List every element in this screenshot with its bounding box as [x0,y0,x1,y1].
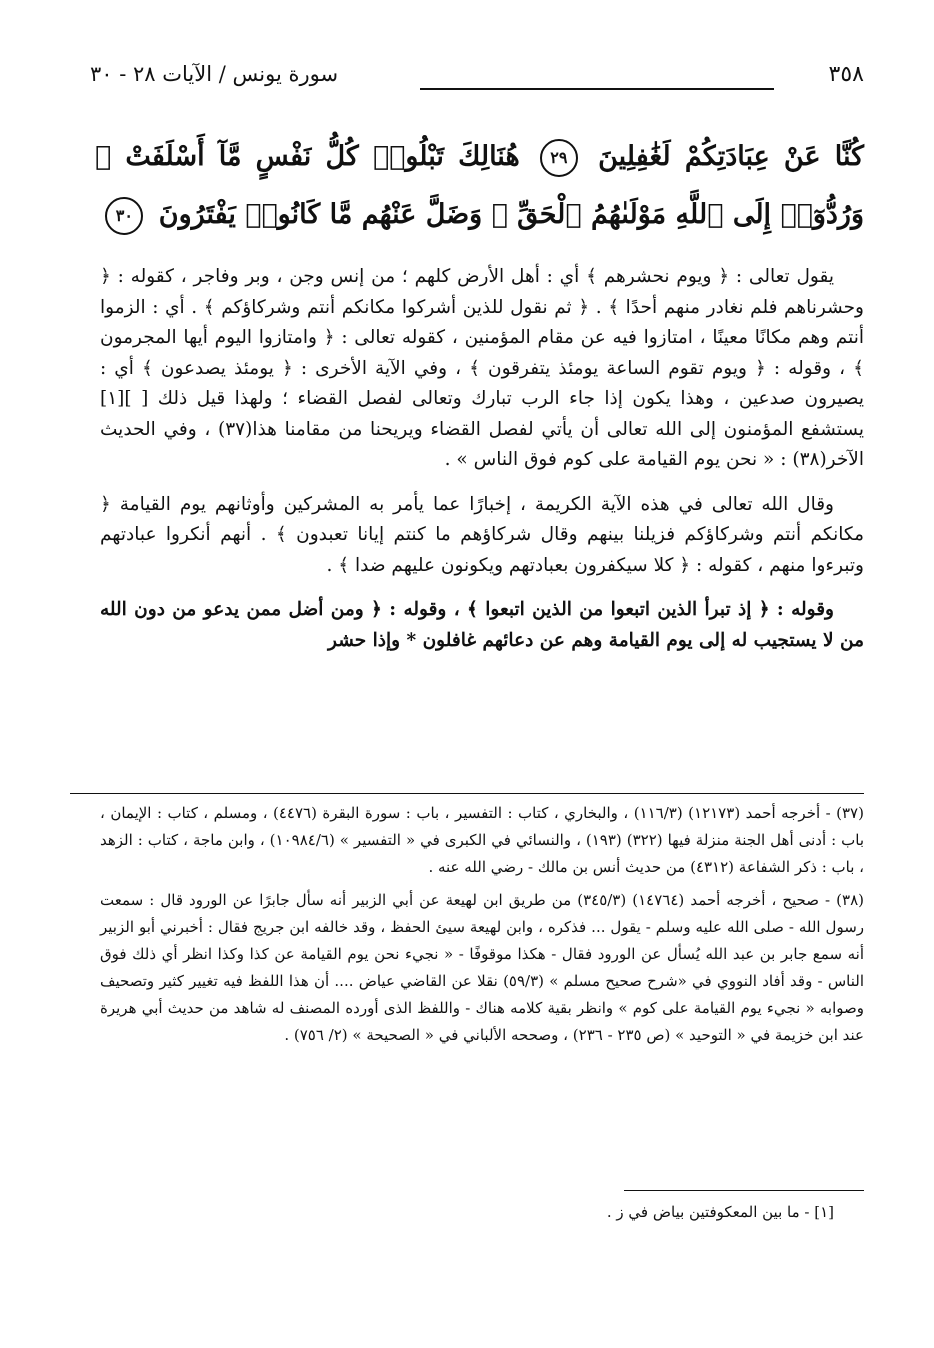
page-number: ٣٥٨ [828,62,864,87]
ayah-number-marker: ٣٠ [105,197,143,235]
commentary-body [100,262,864,670]
footnote: (٣٧) - أخرجه أحمد (١٢١٧٣) (١١٦/٣) ، والبخاري ، كتاب : التفسير ، باب : سورة البقرة (٤٤٧٦) ، ومسلم ، كتاب : الإيمان ، باب : أدنى أهل الجنة منزلة فيها (٣٢٢) (١٩٣) ، والنسائي في الكبرى في « التفسير » (١٠٩٨٤/٦) ، وابن ماجة ، كتاب : الزهد ، باب : ذكر الشفاعة (٤٣١٢) من حديث أنس بن مالك - رضي الله عنه . [100,804,864,876]
commentary-paragraph: يقول تعالى : ﴿ ويوم نحشرهم ﴾ أي : أهل الأرض كلهم ؛ من إنس وجن ، وبر وفاجر ، كقوله : ﴿ وحشرناهم فلم نغادر منهم أحدًا ﴾ . ﴿ ثم نقول للذين أشركوا مكانكم أنتم وشركاؤكم ﴾ . أي : الزموا أنتم وهم مكانًا معينًا ، امتازوا فيه عن مقام المؤمنين ، كقوله تعالى : ﴿ وامتازوا اليوم أيها المجرمون ﴾ ، وقوله : ﴿ ويوم تقوم الساعة يومئذ يتفرقون ﴾ ، وفي الآية الأخرى : ﴿ يومئذ يصدعون ﴾ أي : يصيرون صدعين ، وهذا يكون إذا جاء الرب تبارك وتعالى لفصل القضاء ؛ ولهذا قيل ذلك [ ][١] يستشفع المؤمنون إلى الله تعالى أن يأتي لفصل القضاء ويريحنا من مقامنا هذا(٣٧) ، وفي الحديث الآخر(٣٨) : « نحن يوم القيامة على كوم فوق الناس » . [100,266,864,470]
footnotes [100,800,864,1055]
editor-note-divider [624,1190,864,1191]
verse-text-1b: هُنَالِكَ تَبْلُوا۟ كُلُّ نَفْسٍ مَّآ أَسْلَفَتْ ۚ وَرُدُّوٓا۟ إِلَى [95,141,864,230]
verse-text-2: ٱللَّهِ مَوْلَىٰهُمُ ٱلْحَقِّ ۖ وَضَلَّ عَنْهُم مَّا كَانُوا۟ يَفْتَرُونَ [158,199,724,230]
surah-reference: سورة يونس / الآيات ٢٨ - ٣٠ [90,62,339,86]
commentary-paragraph: وقوله : ﴿ إذ تبرأ الذين اتبعوا من الذين اتبعوا ﴾ ، وقوله : ﴿ ومن أضل ممن يدعو من دون الله من لا يستجيب له إلى يوم القيامة وهم عن دعائهم غافلون * وإذا حشر [100,599,864,651]
commentary-paragraph: وقال الله تعالى في هذه الآية الكريمة ، إخبارًا عما يأمر به المشركين وأوثانهم يوم القيامة ﴿ مكانكم أنتم وشركاؤكم فزيلنا بينهم وقال شركاؤهم ما كنتم إيانا تعبدون ﴾ . أنهم أنكروا عبادتهم وتبرءوا منهم ، كقوله : ﴿ كلا سيكفرون بعبادتهم ويكونون عليهم ضدا ﴾ . [100,493,864,576]
footnote: (٣٨) - صحيح ، أخرجه أحمد (١٤٧٦٤) (٣٤٥/٣) من طريق ابن لهيعة عن أبي الزبير أنه سأل جابرًا عن الورود قال : سمعت رسول الله - صلى الله عليه وسلم - يقول ... فذكره ، وابن لهيعة سيئ الحفظ ، وقد خالفه ابن جريج فقال : أخبرني أبو الزبير أنه سمع جابر بن عبد الله يُسأل عن الورود فقال - هكذا موقوفًا - « نجيء نحن يوم القيامة عن كذا وكذا انظر أي ذلك فوق الناس - وقد أفاد النووي في «شرح صحيح مسلم » (٥٩/٣) نقلا عن القاضي عياض .... أن هذا اللفظ فيه تغيير كثير وتصحيف وصوابه « نجيء يوم القيامة على كوم » وانظر بقية كلامه هناك - واللفظ الذى أورده المصنف له شاهد من حديث أبي هريرة عند ابن خزيمة في « التوحيد » (ص ٢٣٥ - ٢٣٦) ، وصححه الألباني في « الصحيحة » (٢/ ٧٥٦) . [100,891,864,1044]
page-header [90,62,864,92]
quran-verses [95,128,864,244]
header-rule [420,88,774,90]
editor-note: [١] - ما بين المعكوفتين بياض في ز . [606,1203,834,1221]
ayah-number-marker: ٢٩ [540,139,578,177]
verse-text-1a: كُنَّا عَنْ عِبَادَتِكُمْ لَغَٰفِلِينَ [598,141,864,172]
footnote-divider [70,793,864,794]
